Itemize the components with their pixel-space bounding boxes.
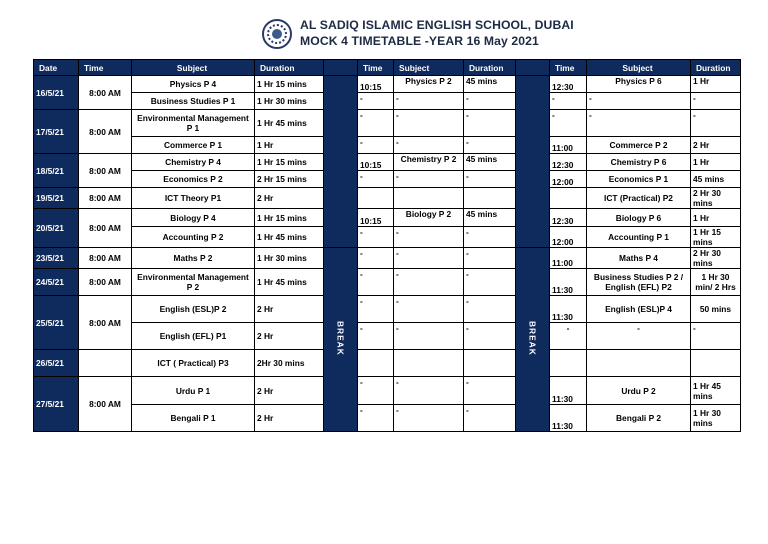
school-crest-icon bbox=[262, 19, 292, 49]
col-subject-2: Subject bbox=[394, 60, 464, 76]
col-break-1 bbox=[324, 60, 358, 76]
table-row: 16/5/21 8:00 AM Physics P 4 1 Hr 15 mins 10:15 Physics P 2 45 mins 12:30 Physics P 6 1 Hr bbox=[34, 76, 741, 93]
page-header bbox=[262, 17, 582, 51]
col-time-3: Time bbox=[550, 60, 587, 76]
table-row: Business Studies P 1 1 Hr 30 mins - - - - - - bbox=[34, 93, 741, 110]
table-row: 19/5/21 8:00 AM ICT Theory P1 2 Hr ICT (Practical) P2 2 Hr 30 mins bbox=[34, 188, 741, 209]
timetable bbox=[33, 59, 741, 432]
table-row: English (EFL) P1 2 Hr - - - - - - bbox=[34, 323, 741, 350]
break-column-2-lower bbox=[516, 248, 550, 432]
table-row: 20/5/21 8:00 AM Biology P 4 1 Hr 15 mins 10:15 Biology P 2 45 mins 12:30 Biology P 6 1 Hr bbox=[34, 209, 741, 227]
col-duration-3: Duration bbox=[691, 60, 741, 76]
table-row: Commerce P 1 1 Hr - - - 11:00 Commerce P 2 2 Hr bbox=[34, 137, 741, 154]
col-time: Time bbox=[79, 60, 132, 76]
table-row: 26/5/21 ICT ( Practical) P3 2Hr 30 mins bbox=[34, 350, 741, 377]
break-column-1-lower bbox=[324, 248, 358, 432]
table-row: 23/5/21 8:00 AM Maths P 2 1 Hr 30 mins BREAK - - - BREAK 11:00 Maths P 4 2 Hr 30 mins bbox=[34, 248, 741, 269]
col-duration-2: Duration bbox=[464, 60, 516, 76]
col-time-2: Time bbox=[358, 60, 394, 76]
timetable-title: MOCK 4 TIMETABLE -YEAR 16 May 2021 bbox=[300, 34, 539, 48]
break-label: BREAK bbox=[527, 321, 538, 356]
header-row bbox=[34, 60, 741, 76]
col-subject: Subject bbox=[132, 60, 255, 76]
col-subject-3: Subject bbox=[587, 60, 691, 76]
table-row: 27/5/21 8:00 AM Urdu P 1 2 Hr - - - 11:30 Urdu P 2 1 Hr 45 mins bbox=[34, 377, 741, 405]
school-name: AL SADIQ ISLAMIC ENGLISH SCHOOL, DUBAI bbox=[300, 18, 574, 32]
break-column-2 bbox=[516, 76, 550, 248]
break-label: BREAK bbox=[335, 321, 346, 356]
col-duration: Duration bbox=[255, 60, 324, 76]
table-row: 24/5/21 8:00 AM Environmental Management P 2 1 Hr 45 mins - - - 11:30 Business Studies P 2 / English (EFL) P2 1 Hr 30 min/ 2 Hrs bbox=[34, 269, 741, 296]
table-row: 25/5/21 8:00 AM English (ESL)P 2 2 Hr - - - 11:30 English (ESL)P 4 50 mins bbox=[34, 296, 741, 323]
table-row: 17/5/21 8:00 AM Environmental Management P 1 1 Hr 45 mins - - - - - - bbox=[34, 110, 741, 137]
col-break-2 bbox=[516, 60, 550, 76]
table-row: 18/5/21 8:00 AM Chemistry P 4 1 Hr 15 mins 10:15 Chemistry P 2 45 mins 12:30 Chemistry P 6 1 Hr bbox=[34, 154, 741, 171]
table-row: Accounting P 2 1 Hr 45 mins - - - 12:00 Accounting P 1 1 Hr 15 mins bbox=[34, 227, 741, 248]
table-row: Bengali P 1 2 Hr - - - 11:30 Bengali P 2 1 Hr 30 mins bbox=[34, 405, 741, 432]
break-column-1 bbox=[324, 76, 358, 248]
col-date: Date bbox=[34, 60, 79, 76]
table-row: Economics P 2 2 Hr 15 mins - - - 12:00 Economics P 1 45 mins bbox=[34, 171, 741, 188]
